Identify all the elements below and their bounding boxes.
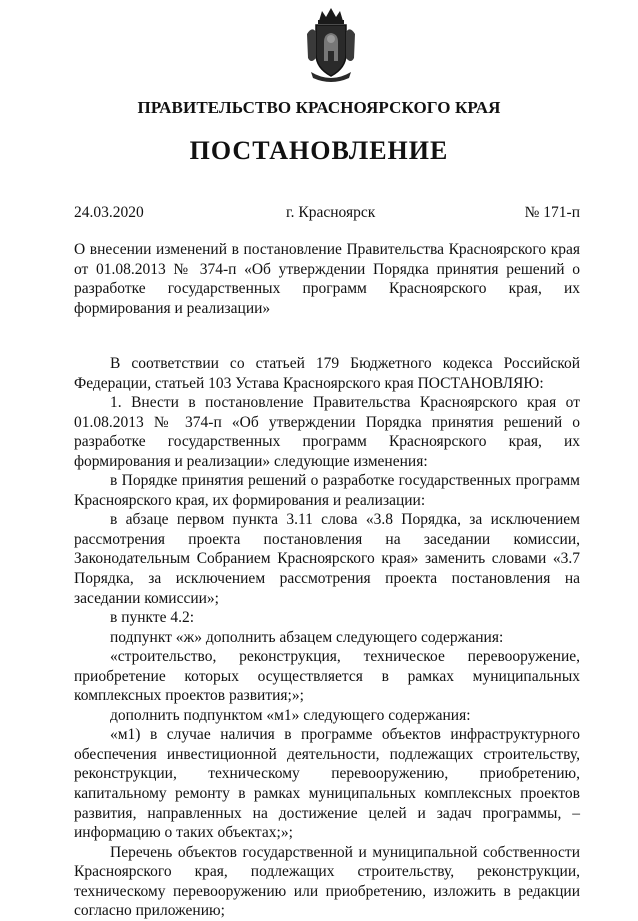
body-paragraph: Перечень объектов государственной и муниципальной собственности Красноярского края, подлежащих строительству, реконструкции, техническому перевооружению или приобретению, изложить в редакции согласно приложению;: [74, 843, 580, 920]
body-paragraph: в Порядке принятия решений о разработке государственных программ Красноярского края, их формирования и реализации:: [74, 472, 580, 509]
body-paragraph: в пункте 4.2:: [110, 609, 195, 627]
body-paragraph: в абзаце первом пункта 3.11 слова «3.8 Порядка, за исключением рассмотрения проекта постановления на заседании комиссии, Законодательным Собранием Красноярского края» заменить словами «3.7 Порядка, за исключением рассмотрения проекта постановления на заседании комиссии»;: [74, 511, 580, 607]
krasnoyarsk-coat-of-arms-icon: [303, 6, 359, 84]
body-paragraph: дополнить подпунктом «м1» следующего содержания:: [110, 706, 471, 724]
body-paragraph: «м1) в случае наличия в программе объектов инфраструктурного обеспечения инвестиционной деятельности, подлежащих строительству, реконструкции, техническому перевооружению, приобретению, капитальному ремонту в рамках муниципальных комплексных проектов развития, направленных на достижение целей и задач программы, – информацию о таких объектах;»;: [74, 726, 580, 842]
document-date: 24.03.2020: [74, 204, 144, 221]
document-subject: О внесении изменений в постановление Правительства Красноярского края от 01.08.2013 № 374-п «Об утверждении Порядка принятия решений о разработке государственных программ Красноярского края, их формирования и реализации»: [74, 241, 580, 317]
document-type-title: ПОСТАНОВЛЕНИЕ: [189, 136, 449, 165]
document-body: [74, 354, 580, 921]
government-name: ПРАВИТЕЛЬСТВО КРАСНОЯРСКОГО КРАЯ: [137, 98, 501, 117]
body-paragraph: 1. Внести в постановление Правительства Красноярского края от 01.08.2013 № 374-п «Об утверждении Порядка принятия решений о разработке государственных программ Красноярского края, их формирования и реализации» следующие изменения:: [74, 394, 580, 470]
document-number: № 171-п: [524, 204, 580, 221]
body-paragraph: «строительство, реконструкция, техническое перевооружение, приобретение которых осуществляется в рамках муниципальных комплексных проектов развития;»;: [74, 648, 580, 705]
document-city: г. Красноярск: [286, 204, 376, 221]
body-paragraph: В соответствии со статьей 179 Бюджетного кодекса Российской Федерации, статьей 103 Устава Красноярского края ПОСТАНОВЛЯЮ:: [74, 355, 580, 392]
body-paragraph: подпункт «ж» дополнить абзацем следующего содержания:: [110, 628, 504, 646]
